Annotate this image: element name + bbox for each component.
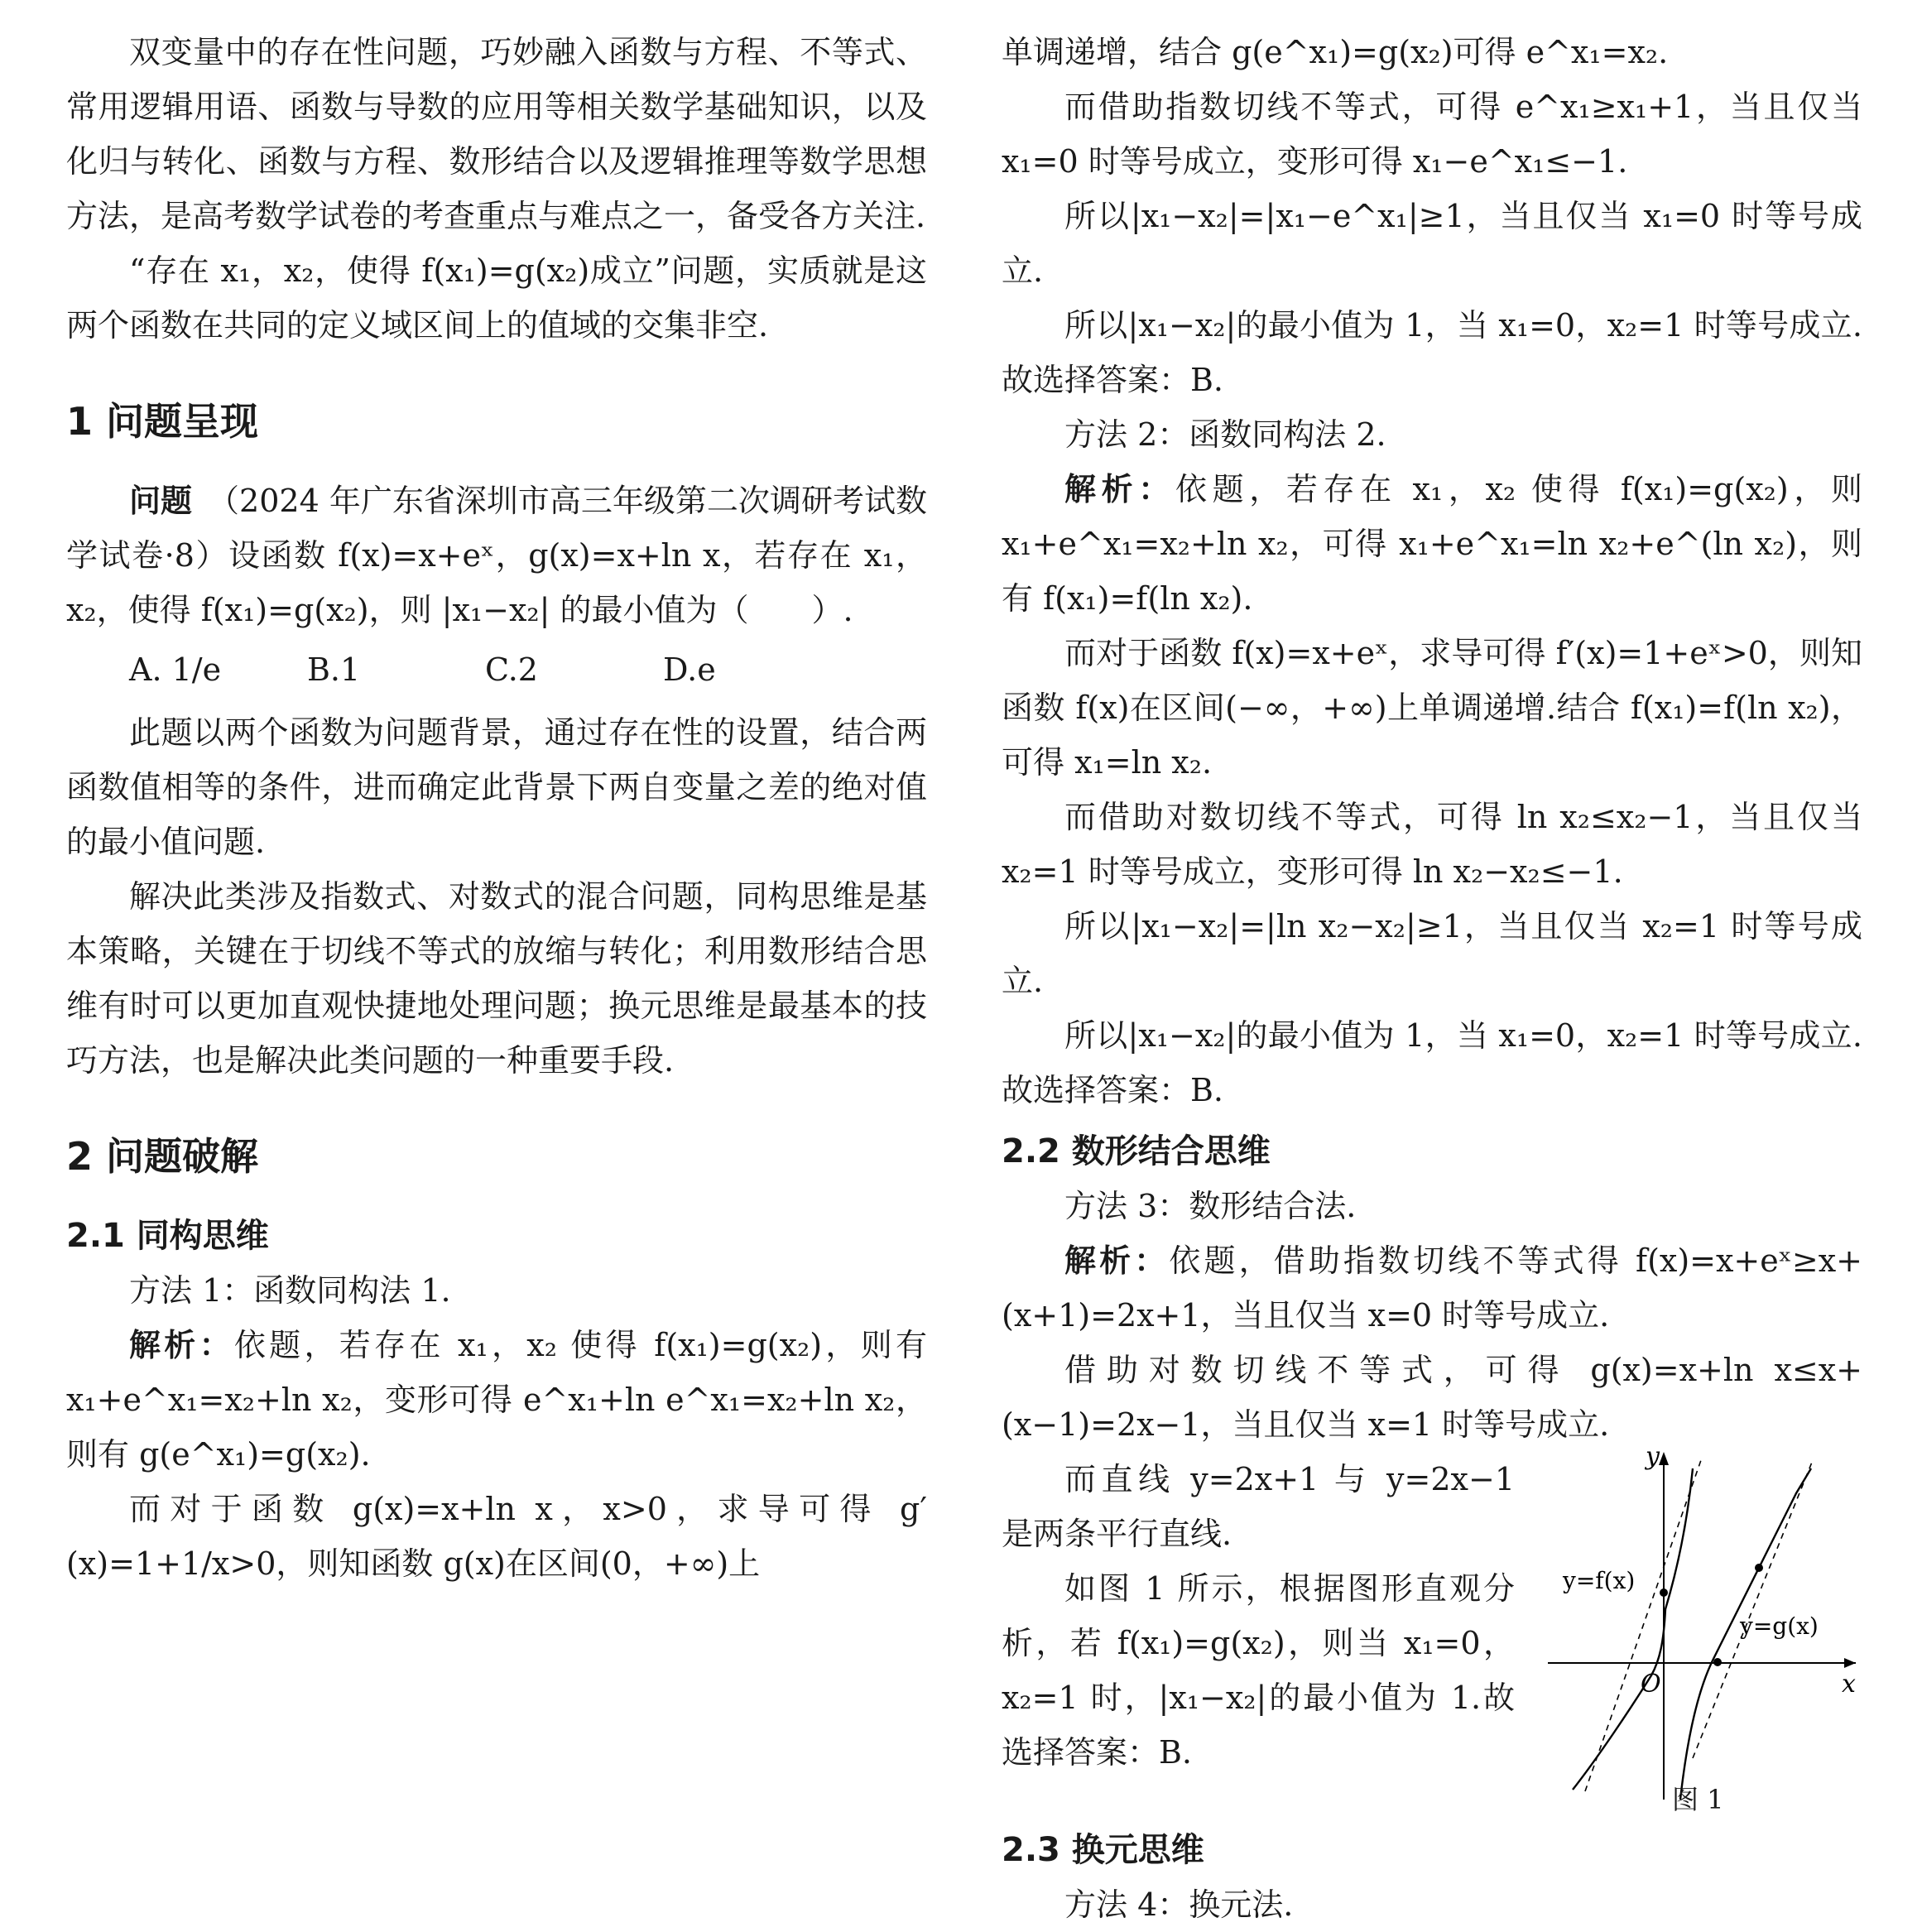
right-para-4: 所以|x₁−x₂|的最小值为 1，当 x₁=0，x₂=1 时等号成立.故选择答案：B. <box>1002 307 1862 398</box>
f-curve <box>1573 1468 1693 1790</box>
x-intercept-point <box>1713 1658 1722 1666</box>
paragraph-4: 解决此类涉及指数式、对数式的混合问题，同构思维是基本策略，关键在于切线不等式的放缩与转化；利用数形结合思维有时可以更加直观快捷地处理问题；换元思维是最基本的技巧方法，也是解决此类问题的一种重要手段. <box>66 878 927 1079</box>
section-2-3-heading: 2.3 换元思维 <box>1002 1831 1204 1869</box>
method-2-para-d: 所以|x₁−x₂|=|ln x₂−x₂|≥1，当且仅当 x₂=1 时等号成立. <box>1002 908 1862 999</box>
right-para-3: 所以|x₁−x₂|=|x₁−e^x₁|≥1，当且仅当 x₁=0 时等号成立. <box>1002 198 1862 289</box>
y-axis-arrow <box>1659 1452 1669 1465</box>
method-2-analysis <box>1002 462 1862 626</box>
method-2-para-b: 而对于函数 f(x)=x+eˣ，求导可得 f′(x)=1+eˣ>0，则知函数 f(x)在区间(−∞，+∞)上单调递增.结合 f(x₁)=f(ln x₂)，可得 x₁=ln x₂. <box>1002 635 1862 781</box>
figure-1-graph <box>1548 1444 1862 1808</box>
method-3-para-c: 而直线 y=2x+1 与 y=2x−1 是两条平行直线. <box>1002 1461 1515 1552</box>
left-column <box>66 25 927 1591</box>
choice-a: A. 1/e <box>129 651 222 688</box>
choice-d: D.e <box>663 651 716 688</box>
x-axis-arrow <box>1844 1658 1856 1668</box>
choice-c: C.2 <box>485 651 538 688</box>
section-2-heading: 2 问题破解 <box>66 1134 259 1179</box>
method-2-analysis-text: 依题，若存在 x₁，x₂ 使得 f(x₁)=g(x₂)，则 x₁+e^x₁=x₂+ln x₂，可得 x₁+e^x₁=ln x₂+e^(ln x₂)，则有 f(x₁)=f(ln x₂). <box>1002 471 1862 617</box>
analysis-label: 解析： <box>1064 1242 1170 1279</box>
intro-paragraph-1: 双变量中的存在性问题，巧妙融入函数与方程、不等式、常用逻辑用语、函数与导数的应用等相关数学基础知识，以及化归与转化、函数与方程、数形结合以及逻辑推理等数学思想方法，是高考数学试卷的考查重点与难点之一，备受各方关注. <box>66 34 927 234</box>
method-3-analysis <box>1002 1233 1862 1343</box>
method-1-title: 方法 1：函数同构法 1. <box>129 1272 451 1309</box>
method-3-para-d: 如图 1 所示，根据图形直观分析，若 f(x₁)=g(x₂)，则当 x₁=0，x₂=1 时，|x₁−x₂|的最小值为 1.故选择答案：B. <box>1002 1570 1515 1771</box>
method-2-para-e: 所以|x₁−x₂|的最小值为 1，当 x₁=0，x₂=1 时等号成立.故选择答案：B. <box>1002 1017 1862 1108</box>
f-tangent-line <box>1585 1460 1701 1791</box>
g-tangent-line <box>1693 1460 1813 1758</box>
right-para-2: 而借助指数切线不等式，可得 e^x₁≥x₁+1，当且仅当 x₁=0 时等号成立，变形可得 x₁−e^x₁≤−1. <box>1002 89 1862 180</box>
figure-block <box>1002 1444 1862 1816</box>
paragraph-3: 此题以两个函数为问题背景，通过存在性的设置，结合两函数值相等的条件，进而确定此背景下两自变量之差的绝对值的最小值问题. <box>66 714 927 860</box>
x-axis-label: x <box>1842 1670 1856 1699</box>
method-1-derivative: 而对于函数 g(x)=x+ln x，x>0，求导可得 g′(x)=1+1/x>0，则知函数 g(x)在区间(0，+∞)上 <box>66 1491 927 1582</box>
method-3-title: 方法 3：数形结合法. <box>1064 1188 1357 1224</box>
analysis-label: 解析： <box>1064 471 1175 507</box>
answer-choices <box>66 642 927 697</box>
f-point <box>1660 1588 1668 1597</box>
method-2-title: 方法 2：函数同构法 2. <box>1064 416 1386 453</box>
method-2-para-c: 而借助对数切线不等式，可得 ln x₂≤x₂−1，当且仅当 x₂=1 时等号成立，变形可得 ln x₂−x₂≤−1. <box>1002 799 1862 890</box>
section-2-1-heading: 2.1 同构思维 <box>66 1217 269 1255</box>
g-curve-label: y=g(x) <box>1740 1612 1819 1640</box>
right-column <box>1002 25 1862 1932</box>
right-para-1: 单调递增，结合 g(e^x₁)=g(x₂)可得 e^x₁=x₂. <box>1002 34 1669 70</box>
figure-caption: 图 1 <box>1672 1784 1724 1815</box>
method-1-analysis <box>66 1318 927 1482</box>
f-curve-label: y=f(x) <box>1563 1567 1636 1594</box>
analysis-label: 解析： <box>129 1327 234 1363</box>
problem-statement <box>66 473 927 637</box>
problem-text: （2024 年广东省深圳市高三年级第二次调研考试数学试卷·8）设函数 f(x)=x+eˣ，g(x)=x+ln x，若存在 x₁，x₂，使得 f(x₁)=g(x₂)，则 |x₁−x₂| 的最小值为（ ）. <box>66 483 927 628</box>
method-1-analysis-text: 依题，若存在 x₁，x₂ 使得 f(x₁)=g(x₂)，则有 x₁+e^x₁=x₂+ln x₂，变形可得 e^x₁+ln e^x₁=x₂+ln x₂，则有 g(e^x₁)=g(x₂). <box>66 1327 927 1473</box>
section-2-2-heading: 2.2 数形结合思维 <box>1002 1132 1271 1170</box>
method-4-title: 方法 4：换元法. <box>1064 1886 1294 1923</box>
g-point <box>1755 1564 1763 1572</box>
section-1-heading: 1 问题呈现 <box>66 399 259 444</box>
choice-b: B.1 <box>307 651 361 688</box>
problem-label: 问题 <box>129 483 193 519</box>
figure-side-text <box>1002 1452 1515 1780</box>
method-3-analysis-text: 依题，借助指数切线不等式得 f(x)=x+eˣ≥x+(x+1)=2x+1，当且仅当 x=0 时等号成立. <box>1002 1242 1862 1334</box>
method-3-para-b: 借助对数切线不等式，可得 g(x)=x+ln x≤x+(x−1)=2x−1，当且仅当 x=1 时等号成立. <box>1002 1352 1862 1443</box>
intro-paragraph-2: “存在 x₁，x₂，使得 f(x₁)=g(x₂)成立”问题，实质就是这两个函数在共同的定义域区间上的值域的交集非空. <box>66 252 927 344</box>
origin-label: O <box>1641 1670 1661 1699</box>
y-axis-label: y <box>1646 1444 1660 1471</box>
